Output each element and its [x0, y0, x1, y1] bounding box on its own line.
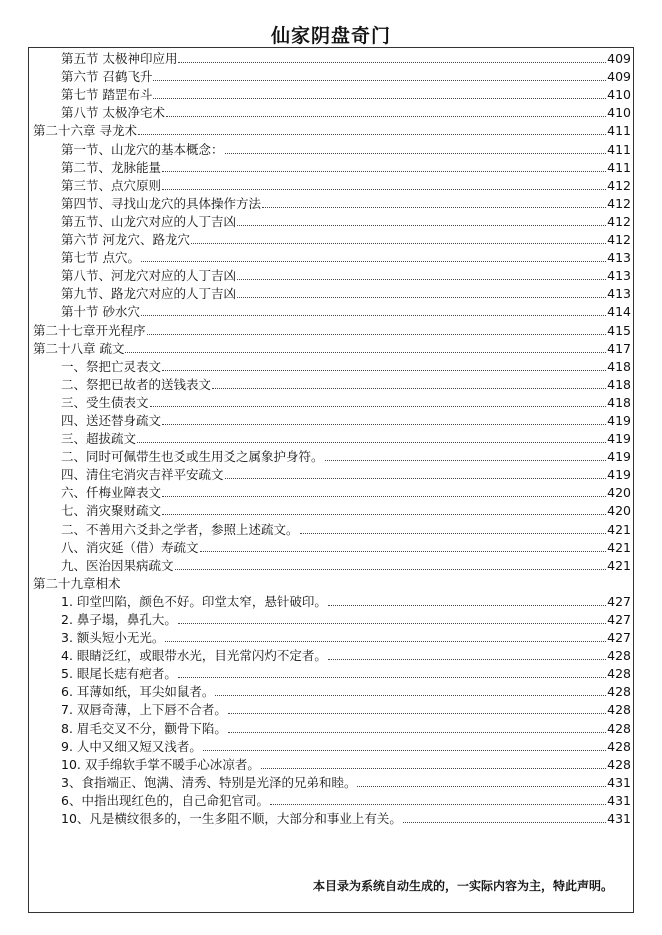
toc-dot-leader [141, 315, 606, 316]
toc-entry-label: 二、同时可佩带生也爻或生用爻之属象护身符。 [61, 449, 324, 465]
toc-dot-leader [178, 623, 606, 624]
toc-entry-label: 三、受生债表文 [61, 394, 149, 410]
toc-page-number: 413 [607, 250, 631, 266]
toc-dot-leader [178, 677, 606, 678]
toc-entry[interactable] [33, 754, 631, 772]
toc-dot-leader [162, 171, 606, 172]
toc-page-number: 414 [607, 304, 631, 320]
toc-dot-leader [175, 569, 607, 570]
toc-entry[interactable] [33, 555, 631, 573]
toc-dot-leader [125, 352, 606, 353]
toc-page-number: 412 [607, 213, 631, 229]
toc-entry-label: 7. 双唇奇薄，上下唇不合者。 [61, 702, 227, 718]
toc-entry-label: 三、超拔疏文 [61, 431, 137, 447]
toc-page-number: 411 [607, 159, 631, 175]
toc-page-number: 419 [607, 431, 631, 447]
table-of-contents [33, 48, 631, 826]
toc-entry[interactable] [33, 627, 631, 645]
toc-entry[interactable] [33, 446, 631, 464]
toc-page-number: 415 [607, 322, 631, 338]
toc-page-number: 421 [607, 521, 631, 537]
toc-entry-label: 第二十九章相术 [33, 575, 121, 591]
toc-entry[interactable] [33, 591, 631, 609]
toc-dot-leader [162, 496, 606, 497]
toc-entry-label: 3. 额头短小无光。 [61, 630, 165, 646]
toc-entry-label: 第九节、路龙穴对应的人丁吉凶 [61, 286, 237, 302]
toc-page-number: 418 [607, 358, 631, 374]
toc-entry-label: 四、送还替身疏文 [61, 412, 162, 428]
toc-page-number: 427 [607, 593, 631, 609]
toc-entry-label: 第五节、山龙穴对应的人丁吉凶 [61, 213, 237, 229]
toc-dot-leader [403, 822, 606, 823]
toc-dot-leader [328, 659, 606, 660]
toc-entry-label: 8. 眉毛交叉不分，颧骨下陷。 [61, 720, 227, 736]
toc-entry-label: 七、消灾聚财疏文 [61, 503, 162, 519]
toc-entry-label: 3、食指端正、饱满、清秀、特别是光泽的兄弟和睦。 [61, 774, 357, 790]
toc-dot-leader [162, 514, 606, 515]
toc-entry-label: 第二十六章 寻龙术 [33, 123, 137, 139]
toc-page-number: 428 [607, 702, 631, 718]
toc-entry-label: 第六节 召鹤飞升 [61, 69, 153, 85]
toc-dot-leader [212, 388, 606, 389]
toc-page-number: 411 [607, 141, 631, 157]
toc-dot-leader [153, 80, 606, 81]
toc-entry-label: 6、中指出现红色的，自己命犯官司。 [61, 792, 269, 808]
toc-entry[interactable] [33, 482, 631, 500]
toc-dot-leader [270, 804, 606, 805]
toc-entry[interactable] [33, 229, 631, 247]
toc-entry-label: 八、消灾延（借）寿疏文 [61, 539, 199, 555]
toc-entry[interactable] [33, 84, 631, 102]
toc-page-number: 421 [607, 557, 631, 573]
toc-entry[interactable] [33, 645, 631, 663]
toc-dot-leader [200, 551, 607, 552]
toc-entry-label: 第二十八章 疏文 [33, 340, 125, 356]
toc-page-number: 412 [607, 177, 631, 193]
toc-dot-leader [237, 225, 606, 226]
toc-entry[interactable] [33, 681, 631, 699]
toc-entry[interactable] [33, 573, 631, 591]
toc-dot-leader [261, 768, 606, 769]
toc-dot-leader [137, 442, 606, 443]
toc-entry[interactable] [33, 338, 631, 356]
toc-entry[interactable] [33, 356, 631, 374]
toc-entry-label: 第七节 踏罡布斗 [61, 87, 153, 103]
toc-dot-leader [138, 134, 606, 135]
toc-entry[interactable] [33, 48, 631, 66]
toc-dot-leader [237, 297, 606, 298]
toc-page-number: 410 [607, 87, 631, 103]
toc-entry-label: 9. 人中又细又短又浅者。 [61, 738, 202, 754]
toc-page-number: 409 [607, 51, 631, 67]
toc-dot-leader [166, 116, 606, 117]
toc-dot-leader [153, 98, 606, 99]
toc-dot-leader [328, 605, 606, 606]
toc-page-number: 431 [607, 792, 631, 808]
toc-entry[interactable] [33, 193, 631, 211]
toc-page-number: 419 [607, 467, 631, 483]
toc-page-number: 412 [607, 232, 631, 248]
toc-entry[interactable] [33, 157, 631, 175]
toc-dot-leader [325, 460, 607, 461]
toc-entry[interactable] [33, 319, 631, 337]
toc-entry[interactable] [33, 808, 631, 826]
toc-entry[interactable] [33, 736, 631, 754]
toc-entry-label: 5. 眼尾长痣有疤者。 [61, 666, 177, 682]
toc-entry-label: 第六节 河龙穴、路龙穴 [61, 232, 190, 248]
toc-page-number: 427 [607, 630, 631, 646]
toc-page-number: 428 [607, 666, 631, 682]
toc-entry[interactable] [33, 428, 631, 446]
toc-page-number: 420 [607, 503, 631, 519]
toc-entry[interactable] [33, 102, 631, 120]
toc-page-number: 428 [607, 738, 631, 754]
toc-entry[interactable] [33, 699, 631, 717]
toc-entry-label: 第八节、河龙穴对应的人丁吉凶 [61, 268, 237, 284]
toc-page-number: 428 [607, 720, 631, 736]
toc-entry[interactable] [33, 392, 631, 410]
toc-entry-label: 6. 耳薄如纸，耳尖如鼠者。 [61, 684, 215, 700]
toc-entry[interactable] [33, 138, 631, 156]
toc-page-number: 417 [607, 340, 631, 356]
toc-entry[interactable] [33, 537, 631, 555]
toc-page-number: 420 [607, 485, 631, 501]
toc-entry[interactable] [33, 772, 631, 790]
toc-entry-label: 二、祭把已故者的送钱表文 [61, 376, 212, 392]
document-title: 仙家阴盘奇门 [270, 25, 391, 47]
toc-entry[interactable] [33, 283, 631, 301]
toc-dot-leader [178, 62, 606, 63]
toc-entry-label: 四、清住宅消灾吉祥平安疏文 [61, 467, 224, 483]
toc-entry-label: 第二十七章开光程序 [33, 322, 146, 338]
toc-page-number: 411 [607, 123, 631, 139]
toc-page-number: 418 [607, 376, 631, 392]
toc-page-number: 428 [607, 684, 631, 700]
toc-dot-leader [228, 732, 606, 733]
toc-page-number: 412 [607, 195, 631, 211]
footer-note: 本目录为系统自动生成的，一实际内容为主，特此声明。 [312, 879, 613, 893]
toc-entry[interactable] [33, 66, 631, 84]
toc-entry-label: 六、仟梅业障表文 [61, 485, 162, 501]
toc-page-number: 419 [607, 412, 631, 428]
toc-entry[interactable] [33, 374, 631, 392]
toc-entry[interactable] [33, 175, 631, 193]
toc-dot-leader [191, 243, 606, 244]
toc-dot-leader [237, 279, 606, 280]
toc-entry[interactable] [33, 301, 631, 319]
toc-dot-leader [162, 189, 606, 190]
toc-page-number: 431 [607, 811, 631, 827]
toc-dot-leader [141, 261, 606, 262]
toc-dot-leader [225, 153, 607, 154]
toc-dot-leader [147, 334, 607, 335]
toc-entry-label: 第七节 点穴。 [61, 250, 140, 266]
toc-page-number: 409 [607, 69, 631, 85]
toc-dot-leader [203, 750, 606, 751]
toc-dot-leader [215, 695, 606, 696]
toc-page-number: 413 [607, 268, 631, 284]
toc-dot-leader [165, 641, 606, 642]
toc-dot-leader [162, 424, 606, 425]
toc-page-number: 427 [607, 612, 631, 627]
toc-page-number: 418 [607, 394, 631, 410]
toc-page-number: 419 [607, 449, 631, 465]
toc-entry-label: 第二节、龙脉能量 [61, 159, 162, 175]
toc-page-number: 431 [607, 774, 631, 790]
toc-entry-label: 九、医治因果病疏文 [61, 557, 174, 573]
toc-entry-label: 第十节 砂水穴 [61, 304, 140, 320]
toc-page-number: 428 [607, 648, 631, 664]
toc-page-number: 410 [607, 105, 631, 121]
toc-dot-leader [225, 478, 607, 479]
toc-entry-label: 4. 眼睛泛红，或眼带水光，目光常闪灼不定者。 [61, 648, 327, 664]
toc-entry-label: 第五节 太极神印应用 [61, 51, 178, 67]
toc-dot-leader [262, 207, 606, 208]
toc-entry-label: 第三节、点穴原则 [61, 177, 162, 193]
toc-dot-leader [150, 406, 607, 407]
toc-entry-label: 2. 鼻子塌，鼻孔大。 [61, 612, 177, 627]
toc-entry[interactable] [33, 717, 631, 735]
toc-entry-label: 一、祭把亡灵表文 [61, 358, 162, 374]
toc-entry[interactable] [33, 120, 631, 138]
toc-dot-leader [228, 713, 606, 714]
toc-entry[interactable] [33, 518, 631, 536]
toc-entry[interactable] [33, 410, 631, 428]
toc-entry[interactable] [33, 211, 631, 229]
toc-page-number: 421 [607, 539, 631, 555]
toc-entry[interactable] [33, 609, 631, 627]
toc-dot-leader [300, 533, 607, 534]
toc-entry-label: 10、凡是横纹很多的，一生多阻不顺，大部分和事业上有关。 [61, 811, 402, 827]
toc-entry[interactable] [33, 790, 631, 808]
toc-entry[interactable] [33, 247, 631, 265]
toc-page-number: 413 [607, 286, 631, 302]
toc-dot-leader [357, 786, 606, 787]
toc-page-number: 428 [607, 756, 631, 772]
toc-entry-label: 第四节、寻找山龙穴的具体操作方法 [61, 195, 262, 211]
toc-entry-label: 二、不善用六爻卦之学者，参照上述疏文。 [61, 521, 299, 537]
toc-entry[interactable] [33, 464, 631, 482]
toc-entry-label: 第八节 太极净宅术 [61, 105, 165, 121]
toc-entry-label: 第一节、山龙穴的基本概念： [61, 141, 224, 157]
toc-entry-label: 10. 双手绵软手掌不暖手心冰凉者。 [61, 756, 260, 772]
toc-entry-label: 1. 印堂凹陷，颜色不好。印堂太窄，悬针破印。 [61, 593, 327, 609]
toc-entry[interactable] [33, 265, 631, 283]
toc-dot-leader [162, 370, 606, 371]
toc-entry[interactable] [33, 500, 631, 518]
toc-entry[interactable] [33, 663, 631, 681]
